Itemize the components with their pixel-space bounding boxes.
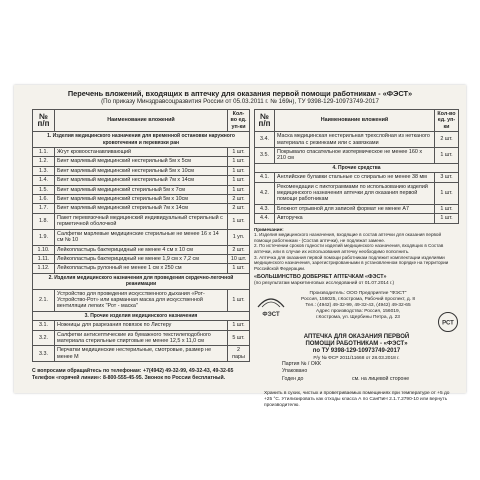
- item-quantity: 1 шт.: [228, 166, 250, 175]
- item-quantity: 10 шт.: [228, 254, 250, 263]
- item-name: Салфетки антисептические из бумажного текстилеподобного материала стерильные спиртовые не менее 12,5 х 11,0 см: [55, 330, 228, 346]
- item-number: 2.1.: [33, 289, 55, 311]
- item-name: Устройство для проведения искусственного дыхания «Рот-Устройство-Рот» или карманная маска для искусственной вентиляции легких "Рот - маска": [55, 289, 228, 311]
- item-number: 1.11.: [33, 254, 55, 263]
- product-line-4: Р/у № ФСР 2011/11668 от 28.03.2018 г.: [313, 356, 400, 362]
- maker-line-5: г.Кострома, ул. Щербины Петра, д. 23: [316, 315, 400, 321]
- instruction-sheet: [14, 85, 466, 409]
- item-number: 3.2.: [33, 330, 55, 346]
- item-name: Маска медицинская нестерильная трехслойная из нетканого материала с резинками или с завязками: [275, 132, 435, 148]
- item-name: Бинт марлевый медицинский стерильный 5м x 7см: [55, 185, 228, 194]
- note-1: 1. Изделия медицинского назначения, входящие в состав аптечки для оказания первой помощи работникам - (Состав аптечки), не подлежат замене.: [254, 232, 442, 243]
- header-name: Наименование вложений: [55, 110, 228, 132]
- item-quantity: 1 шт.: [435, 204, 459, 213]
- header-num-right: № п/п: [255, 110, 275, 132]
- item-number: 1.7.: [33, 204, 55, 213]
- item-quantity: 1 шт.: [228, 176, 250, 185]
- item-name: Лейкопластырь бактерицидный не менее 1,9 см х 7,2 см: [55, 254, 228, 263]
- header-name-right: Наименование вложений: [275, 110, 435, 132]
- product-title: [264, 334, 449, 362]
- note-3: 3. Аптечка для оказания первой помощи работникам подлежит комплектации изделиями медицинского назначения, зарегистрированными в установленном порядке на территории Российской Федерации.: [254, 254, 449, 271]
- table-row: [255, 204, 459, 213]
- product-line-1: АПТЕЧКА ДЛЯ ОКАЗАНИЯ ПЕРВОЙ: [303, 334, 410, 341]
- item-number: 1.6.: [33, 195, 55, 204]
- item-number: 3.5.: [255, 148, 275, 164]
- table-row: [33, 157, 250, 166]
- item-number: 4.3.: [255, 204, 275, 213]
- title-block: [14, 89, 466, 106]
- product-line-2: ПОМОЩИ РАБОТНИКАМ - «ФЭСТ»: [305, 341, 408, 348]
- note-2: 2. По истечении сроков годности изделий медицинского назначения, входящих в Состав аптечки, или в случае их использования аптечку необходимо пополнить.: [254, 243, 444, 255]
- logo-text: ФЭСТ: [262, 312, 280, 319]
- maker-line-1: Производитель: ООО Предприятие "ФЭСТ": [309, 291, 407, 297]
- item-number: 4.2.: [255, 182, 275, 204]
- table-row: [33, 195, 250, 204]
- page-title: Перечень вложений, входящих в аптечку для оказания первой помощи работникам - «ФЭСТ»: [67, 89, 413, 98]
- valid-label: Годен до: [282, 375, 304, 382]
- item-quantity: 1 шт.: [228, 157, 250, 166]
- header-qty: Кол-во ед. уп-ки: [228, 110, 250, 132]
- item-quantity: 1 шт.: [228, 321, 250, 330]
- lot-info: [282, 361, 457, 383]
- item-name: Ножницы для разрезания повязок по Листеру: [55, 321, 228, 330]
- product-line-3: по ТУ 9398-129-10973749-2017: [312, 348, 401, 355]
- fest-logo-icon: [254, 289, 288, 319]
- section-title: 3. Прочие изделия медицинского назначения: [33, 311, 250, 320]
- maker-line-2: Россия, 156025, г.Кострома, Рабочий проспект, д. 8: [300, 297, 415, 303]
- manufacturer-info: [294, 291, 422, 321]
- item-number: 3.4.: [255, 132, 275, 148]
- item-name: Бинт марлевый медицинский нестерильный 5м x 10см: [55, 166, 228, 175]
- table-row: [33, 176, 250, 185]
- section-row: [33, 273, 250, 289]
- item-quantity: 1 шт.: [435, 182, 459, 204]
- header-num: № п/п: [33, 110, 55, 132]
- item-number: 4.4.: [255, 214, 275, 223]
- item-number: 1.5.: [33, 185, 55, 194]
- item-name: Бинт марлевый медицинский нестерильный 5м x 5см: [55, 157, 228, 166]
- contacts: [32, 368, 250, 381]
- item-number: 1.3.: [33, 166, 55, 175]
- table-row: [33, 185, 250, 194]
- item-quantity: 1 шт.: [435, 214, 459, 223]
- table-row: [255, 148, 459, 164]
- section-title: 1. Изделия медицинского назначения для временной остановки наружного кровотечения и перевязки ран: [33, 132, 250, 148]
- item-name: Лейкопластырь бактерицидный не менее 4 см х 10 см: [55, 245, 228, 254]
- pct-text: РСТ: [442, 320, 454, 327]
- brand-area: [254, 289, 459, 439]
- item-quantity: 2 пары: [228, 346, 250, 362]
- section-row: [255, 163, 459, 172]
- table-row: [33, 204, 250, 213]
- item-quantity: 5 шт.: [228, 330, 250, 346]
- table-row: [33, 229, 250, 245]
- recommendation-line-1: «БОЛЬШИНСТВО ДОВЕРЯЕТ АПТЕЧКАМ «ФЭСТ»: [254, 274, 387, 281]
- recommendation: [254, 274, 459, 287]
- item-number: 1.4.: [33, 176, 55, 185]
- contacts-line-1: С вопросами обращайтесь по телефонам: +7(4942) 49-32-99, 49-32-43, 49-32-65: [32, 368, 234, 375]
- certification-mark-icon: [437, 311, 459, 333]
- item-number: 1.8.: [33, 213, 55, 229]
- item-number: 1.2.: [33, 157, 55, 166]
- table-row: [33, 346, 250, 362]
- table-row: [255, 132, 459, 148]
- left-column: [32, 109, 250, 381]
- item-number: 3.1.: [33, 321, 55, 330]
- page-subtitle: (По приказу Минздравсоцразвития России от 05.03.2011 г. № 169н), ТУ 9398-129-10973749-2017: [101, 98, 379, 105]
- table-row: [255, 173, 459, 182]
- item-number: 1.10.: [33, 245, 55, 254]
- table-row: [33, 213, 250, 229]
- table-row: [33, 254, 250, 263]
- valid-note: см. на лицевой стороне: [352, 375, 410, 382]
- item-name: Бинт марлевый медицинский стерильный 7м x 14см: [55, 204, 228, 213]
- notes: [254, 227, 459, 272]
- contacts-line-2: Телефон «горячей линии»: 8-800-555-45-95. Звонок по России бесплатный.: [32, 374, 226, 381]
- contents-table-right: [254, 109, 459, 224]
- item-name: Английские булавки стальные со спиралью не менее 38 мм: [275, 173, 435, 182]
- table-row: [255, 214, 459, 223]
- item-quantity: 1 шт.: [228, 289, 250, 311]
- item-quantity: 1 шт.: [228, 213, 250, 229]
- item-number: 4.1.: [255, 173, 275, 182]
- item-name: Бинт марлевый медицинский стерильный 5м x 10см: [55, 195, 228, 204]
- right-column: [254, 109, 459, 439]
- item-quantity: 1 шт.: [228, 148, 250, 157]
- item-quantity: 1 уп.: [228, 229, 250, 245]
- item-quantity: 2 шт.: [228, 204, 250, 213]
- maker-line-3: Тел.: (4942) 49-32-99, 49-32-43, (4942) 49-32-65: [305, 303, 411, 309]
- section-title: 2. Изделия медицинского назначения для проведения сердечно-легочной реанимации: [33, 273, 250, 289]
- item-quantity: 1 шт.: [228, 185, 250, 194]
- header-qty-right: Кол-во ед. уп-ки: [435, 110, 459, 132]
- item-quantity: 3 шт.: [435, 173, 459, 182]
- section-title: 4. Прочие средства: [255, 163, 459, 172]
- item-name: Жгут кровоостанавливающий: [55, 148, 228, 157]
- item-quantity: 1 шт.: [435, 148, 459, 164]
- table-row: [33, 330, 250, 346]
- item-number: 1.12.: [33, 264, 55, 273]
- section-row: [33, 311, 250, 320]
- table-row: [33, 245, 250, 254]
- left-table-body: [33, 132, 250, 362]
- item-name: Лейкопластырь рулонный не менее 1 см х 250 см: [55, 264, 228, 273]
- table-row: [255, 182, 459, 204]
- lot-label: Партия № / ОКК: [282, 361, 321, 368]
- item-name: Перчатки медицинские нестерильные, смотровые, размер не менее М: [55, 346, 228, 362]
- section-row: [33, 132, 250, 148]
- item-number: 1.1.: [33, 148, 55, 157]
- item-quantity: 1 шт.: [228, 264, 250, 273]
- item-name: Рекомендации с пиктограммами по использованию изделий медицинского назначения аптечки для оказания первой помощи работникам: [275, 182, 435, 204]
- item-name: Авторучка: [275, 214, 435, 223]
- notes-heading: Примечание:: [254, 226, 284, 232]
- maker-line-4: Адрес производства: Россия, 156019,: [316, 309, 400, 315]
- item-name: Бинт марлевый медицинский нестерильный 7м x 14см: [55, 176, 228, 185]
- item-name: Салфетки марлевые медицинские стерильные не менее 16 х 14 см № 10: [55, 229, 228, 245]
- item-number: 1.9.: [33, 229, 55, 245]
- recommendation-line-2: (по результатам маркетинговых исследований от 01.07.2014 г.): [254, 280, 395, 286]
- storage-conditions: Хранить в сухих, чистых и проветриваемых помещениях при температуре от +5 до +25 °С. Утилизировать как отходы класса А по СанПиН 2.1.7.2790-10 или вернуть производителю.: [264, 391, 450, 409]
- table-row: [33, 321, 250, 330]
- item-name: Пакет перевязочный медицинский индивидуальный стерильный с герметичной оболочкой: [55, 213, 228, 229]
- item-quantity: 2 шт.: [228, 245, 250, 254]
- table-row: [33, 148, 250, 157]
- table-row: [33, 166, 250, 175]
- packer-label: Упаковано: [282, 368, 308, 375]
- item-quantity: 2 шт.: [228, 195, 250, 204]
- item-name: Блокнот отрывной для записей формат не менее А7: [275, 204, 435, 213]
- item-quantity: 2 шт.: [435, 132, 459, 148]
- right-table-body: [255, 132, 459, 223]
- item-number: 3.3.: [33, 346, 55, 362]
- contents-table-left: [32, 109, 250, 362]
- table-row: [33, 289, 250, 311]
- table-row: [33, 264, 250, 273]
- item-name: Покрывало спасательное изотермическое не менее 160 х 210 см: [275, 148, 435, 164]
